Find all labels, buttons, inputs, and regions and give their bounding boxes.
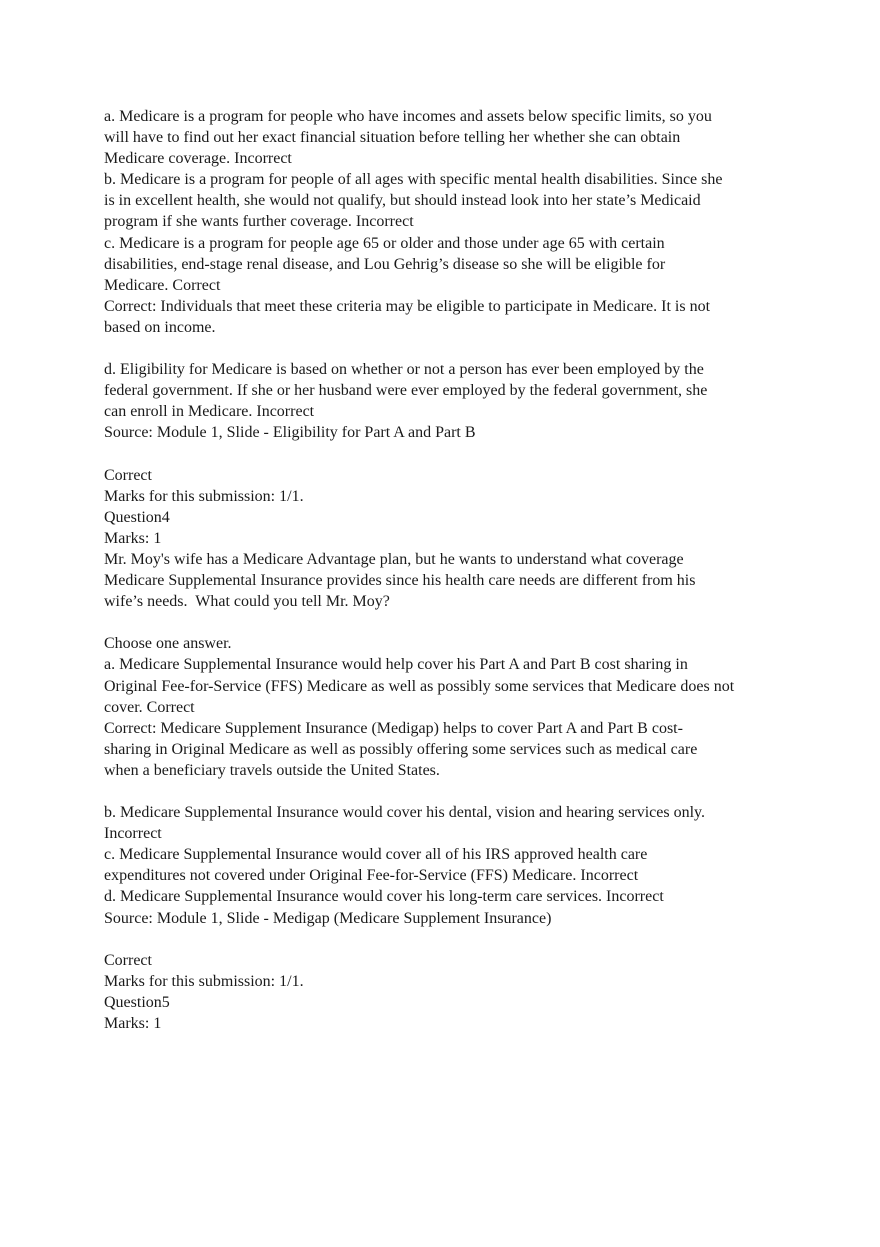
text-line: c. Medicare Supplemental Insurance would cover all of his IRS approved health care bbox=[104, 846, 648, 864]
q3-option-b bbox=[104, 169, 794, 232]
q3-option-d bbox=[104, 359, 794, 422]
q4-instruction: Choose one answer. bbox=[104, 635, 232, 653]
text-line: program if she wants further coverage. Incorrect bbox=[104, 213, 414, 231]
q4-marks-submission: Marks for this submission: 1/1. bbox=[104, 972, 304, 990]
text-line: expenditures not covered under Original Fee-for-Service (FFS) Medicare. Incorrect bbox=[104, 867, 639, 885]
text-line: c. Medicare is a program for people age 65 or older and those under age 65 with certain bbox=[104, 234, 665, 252]
q3-option-c bbox=[104, 233, 794, 296]
q4-source: Source: Module 1, Slide - Medigap (Medicare Supplement Insurance) bbox=[104, 909, 552, 927]
text-line: disabilities, end-stage renal disease, and Lou Gehrig’s disease so she will be eligible for bbox=[104, 255, 666, 273]
text-line: can enroll in Medicare. Incorrect bbox=[104, 403, 315, 421]
text-line: b. Medicare Supplemental Insurance would cover his dental, vision and hearing services only. bbox=[104, 804, 706, 822]
q5-marks: Marks: 1 bbox=[104, 1015, 162, 1033]
text-line: Original Fee-for-Service (FFS) Medicare as well as possibly some services that Medicare does not bbox=[104, 677, 735, 695]
text-line: wife’s needs. What could you tell Mr. Moy? bbox=[104, 593, 390, 611]
text-line: cover. Correct bbox=[104, 698, 195, 716]
q3-source: Source: Module 1, Slide - Eligibility for Part A and Part B bbox=[104, 424, 476, 442]
q4-option-c bbox=[104, 844, 794, 886]
text-line: Medicare. Correct bbox=[104, 276, 221, 294]
q4-option-a bbox=[104, 654, 794, 717]
text-line: Mr. Moy's wife has a Medicare Advantage plan, but he wants to understand what coverage bbox=[104, 550, 684, 568]
q4-option-d bbox=[104, 886, 794, 907]
spacer bbox=[104, 929, 794, 950]
q4-prompt bbox=[104, 549, 794, 612]
text-line: a. Medicare Supplemental Insurance would help cover his Part A and Part B cost sharing in bbox=[104, 656, 688, 674]
text-line: Medicare coverage. Incorrect bbox=[104, 150, 292, 168]
spacer bbox=[104, 338, 794, 359]
q4-result: Correct bbox=[104, 951, 152, 969]
text-line: based on income. bbox=[104, 318, 216, 336]
text-line: federal government. If she or her husband were ever employed by the federal government, she bbox=[104, 382, 708, 400]
text-line: Correct: Individuals that meet these criteria may be eligible to participate in Medicare. It is not bbox=[104, 297, 711, 315]
text-line: when a beneficiary travels outside the United States. bbox=[104, 761, 440, 779]
text-line: will have to find out her exact financial situation before telling her whether she can obtain bbox=[104, 129, 681, 147]
q3-option-a bbox=[104, 106, 794, 169]
q4-option-b bbox=[104, 802, 794, 844]
text-line: a. Medicare is a program for people who have incomes and assets below specific limits, so you bbox=[104, 108, 712, 125]
q3-marks-submission: Marks for this submission: 1/1. bbox=[104, 487, 304, 505]
spacer bbox=[104, 612, 794, 633]
q3-result: Correct bbox=[104, 466, 152, 484]
q4-feedback bbox=[104, 718, 794, 781]
text-line: d. Medicare Supplemental Insurance would cover his long-term care services. Incorrect bbox=[104, 888, 664, 906]
q4-title: Question4 bbox=[104, 508, 170, 526]
text-line: d. Eligibility for Medicare is based on whether or not a person has ever been employed by the bbox=[104, 361, 704, 379]
text-line: is in excellent health, she would not qualify, but should instead look into her state’s Medicaid bbox=[104, 192, 701, 210]
text-line: sharing in Original Medicare as well as possibly offering some services such as medical care bbox=[104, 740, 698, 758]
spacer bbox=[104, 781, 794, 802]
text-line: b. Medicare is a program for people of all ages with specific mental health disabilities. Since she bbox=[104, 171, 723, 189]
q5-title: Question5 bbox=[104, 993, 170, 1011]
text-line: Incorrect bbox=[104, 825, 162, 843]
spacer bbox=[104, 444, 794, 465]
q4-marks: Marks: 1 bbox=[104, 529, 162, 547]
q3-feedback bbox=[104, 296, 794, 338]
document-content bbox=[104, 106, 794, 1034]
text-line: Correct: Medicare Supplement Insurance (Medigap) helps to cover Part A and Part B cost- bbox=[104, 719, 683, 737]
text-line: Medicare Supplemental Insurance provides since his health care needs are different from his bbox=[104, 572, 696, 590]
